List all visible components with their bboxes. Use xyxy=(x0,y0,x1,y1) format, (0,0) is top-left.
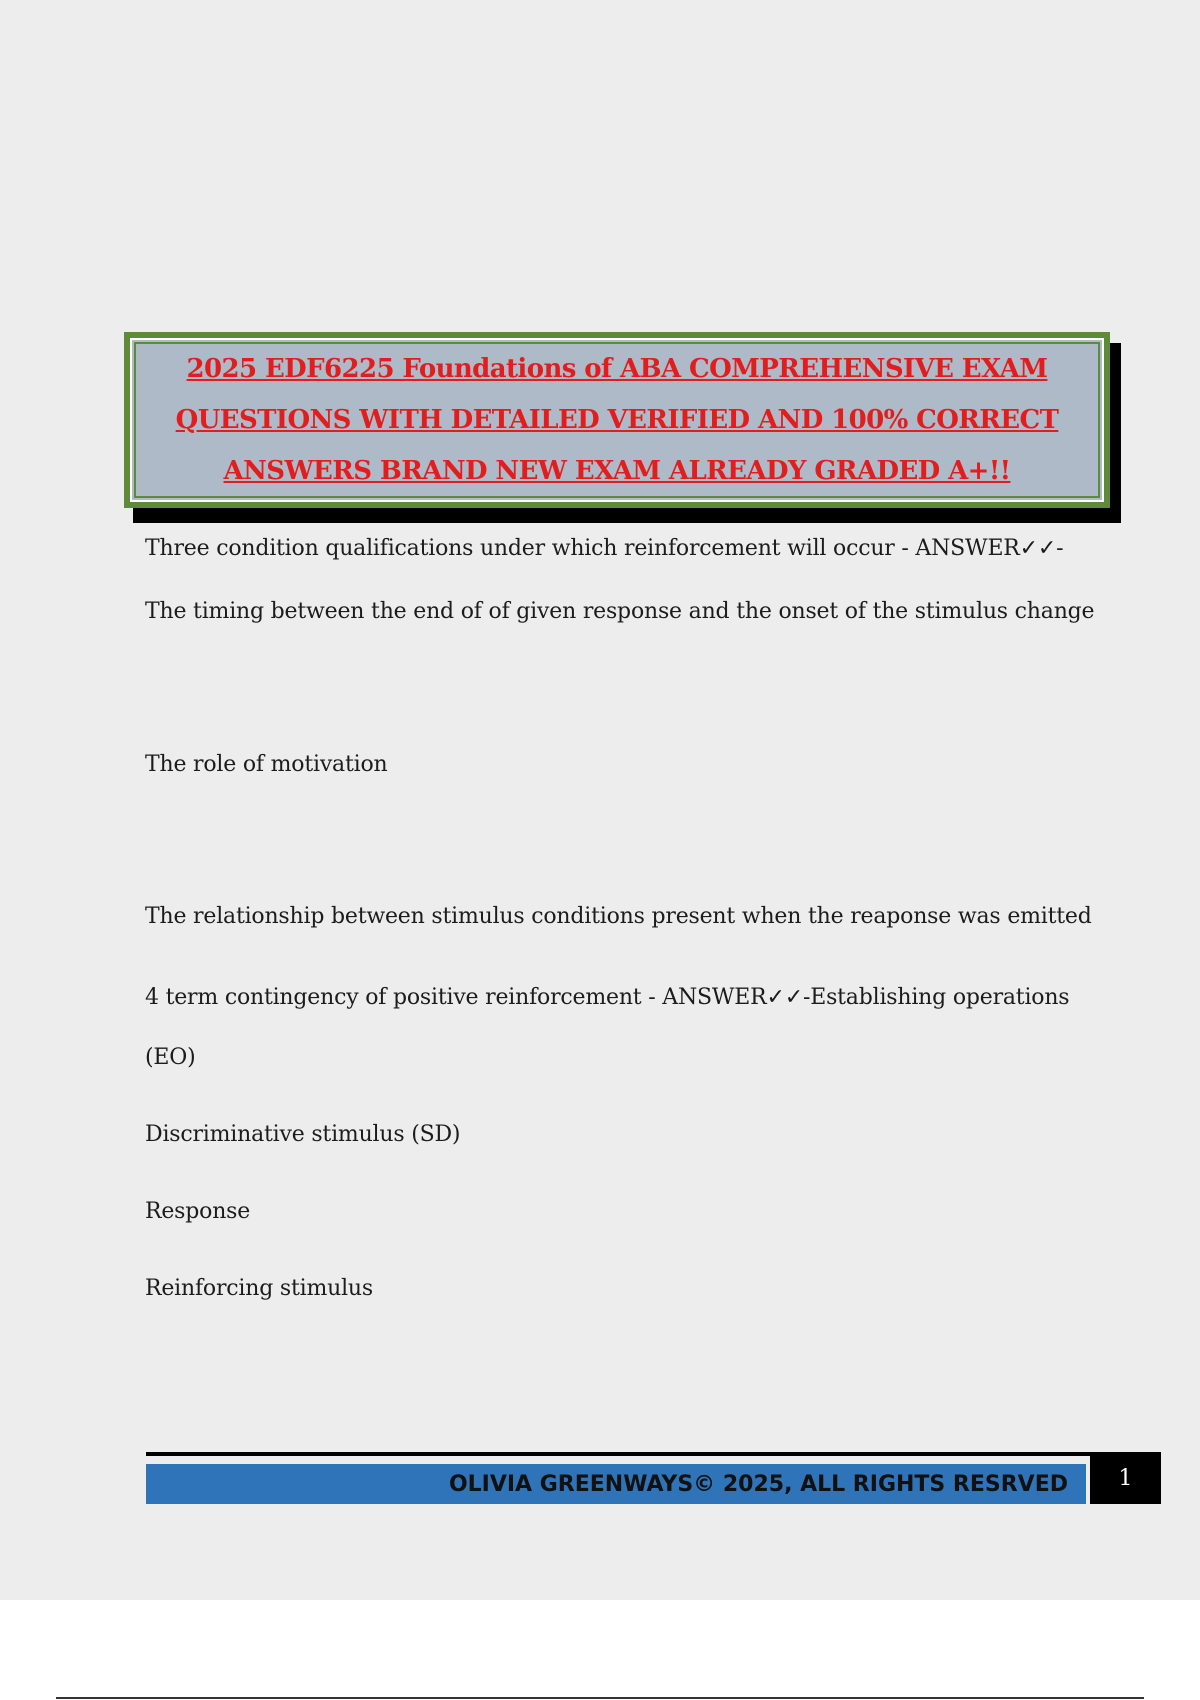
title-box xyxy=(124,332,1110,508)
title-box-inner xyxy=(130,338,1104,502)
footer-copyright: OLIVIA GREENWAYS© 2025, ALL RIGHTS RESRVED xyxy=(448,1472,1068,1497)
answer-2-item-3: Reinforcing stimulus xyxy=(145,1276,373,1301)
bottom-divider xyxy=(56,1697,1144,1699)
question-2-line-1: 4 term contingency of positive reinforcement - ANSWER✓✓-Establishing operations xyxy=(145,985,1070,1010)
title-line-2: QUESTIONS WITH DETAILED VERIFIED AND 100% CORRECT xyxy=(175,404,1059,435)
title-line-1: 2025 EDF6225 Foundations of ABA COMPREHENSIVE EXAM xyxy=(186,353,1048,384)
question-1: Three condition qualifications under which reinforcement will occur - ANSWER✓✓- xyxy=(145,536,1064,561)
title-line-3: ANSWERS BRAND NEW EXAM ALREADY GRADED A+!! xyxy=(223,455,1011,486)
footer-rule xyxy=(146,1452,1091,1456)
answer-2-item-1: Discriminative stimulus (SD) xyxy=(145,1122,461,1147)
page-number: 1 xyxy=(1090,1452,1161,1504)
answer-1-item-3: The relationship between stimulus conditions present when the reaponse was emitted xyxy=(145,904,1092,929)
question-2-line-2: (EO) xyxy=(145,1045,196,1070)
footer-bar xyxy=(146,1464,1086,1504)
answer-2-item-2: Response xyxy=(145,1199,251,1224)
answer-1-item-2: The role of motivation xyxy=(145,752,388,777)
answer-1-item-1: The timing between the end of of given response and the onset of the stimulus change xyxy=(145,599,1095,624)
